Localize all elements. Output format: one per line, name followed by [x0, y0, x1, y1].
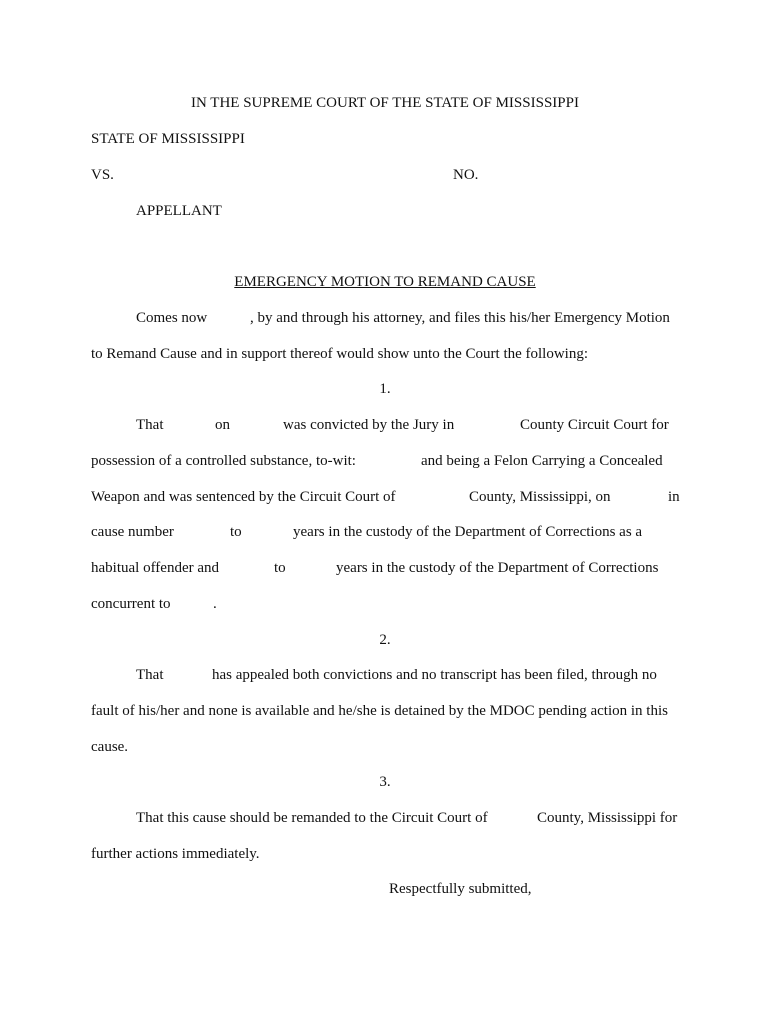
- s3-text: further actions immediately.: [91, 846, 260, 862]
- s1-text: years in the custody of the Department of Corrections: [336, 560, 659, 576]
- s1-text: and being a Felon Carrying a Concealed: [421, 453, 663, 469]
- section-number-3: 3.: [379, 774, 391, 790]
- s3-text: That this cause should be remanded to the Circuit Court of: [136, 810, 488, 826]
- s1-text: cause number: [91, 524, 174, 540]
- s1-text: .: [213, 596, 217, 612]
- appellant-label: APPELLANT: [136, 203, 222, 219]
- s2-text: fault of his/her and none is available and he/she is detained by the MDOC pending action in this: [91, 703, 668, 719]
- s1-text: possession of a controlled substance, to-wit:: [91, 453, 356, 469]
- s1-text: in: [668, 489, 680, 505]
- s1-text: on: [215, 417, 230, 433]
- plaintiff-name: STATE OF MISSISSIPPI: [91, 131, 245, 147]
- s1-text: to: [274, 560, 286, 576]
- court-heading: IN THE SUPREME COURT OF THE STATE OF MISSISSIPPI: [191, 95, 579, 111]
- s1-text: concurrent to: [91, 596, 171, 612]
- s1-text: That: [136, 417, 164, 433]
- s2-text: That: [136, 667, 164, 683]
- versus-label: VS.: [91, 167, 114, 183]
- s2-text: cause.: [91, 739, 129, 755]
- case-number-label: NO.: [453, 167, 479, 183]
- s1-text: to: [230, 524, 242, 540]
- section-number-2: 2.: [379, 632, 391, 648]
- s1-text: years in the custody of the Department of Corrections as a: [293, 524, 643, 540]
- s1-text: County Circuit Court for: [520, 417, 669, 433]
- s1-text: County, Mississippi, on: [469, 489, 611, 505]
- motion-title: EMERGENCY MOTION TO REMAND CAUSE: [234, 274, 536, 290]
- s1-text: habitual offender and: [91, 560, 220, 576]
- section-number-1: 1.: [379, 381, 391, 397]
- intro-text-line2: to Remand Cause and in support thereof would show unto the Court the following:: [91, 346, 589, 362]
- intro-text-part2: , by and through his attorney, and files this his/her Emergency Motion: [250, 310, 670, 326]
- intro-text-part1: Comes now: [136, 310, 208, 326]
- s2-text: has appealed both convictions and no transcript has been filed, through no: [212, 667, 657, 683]
- s1-text: Weapon and was sentenced by the Circuit Court of: [91, 489, 396, 505]
- closing-text: Respectfully submitted,: [389, 881, 532, 897]
- s3-text: County, Mississippi for: [537, 810, 678, 826]
- s1-text: was convicted by the Jury in: [283, 417, 455, 433]
